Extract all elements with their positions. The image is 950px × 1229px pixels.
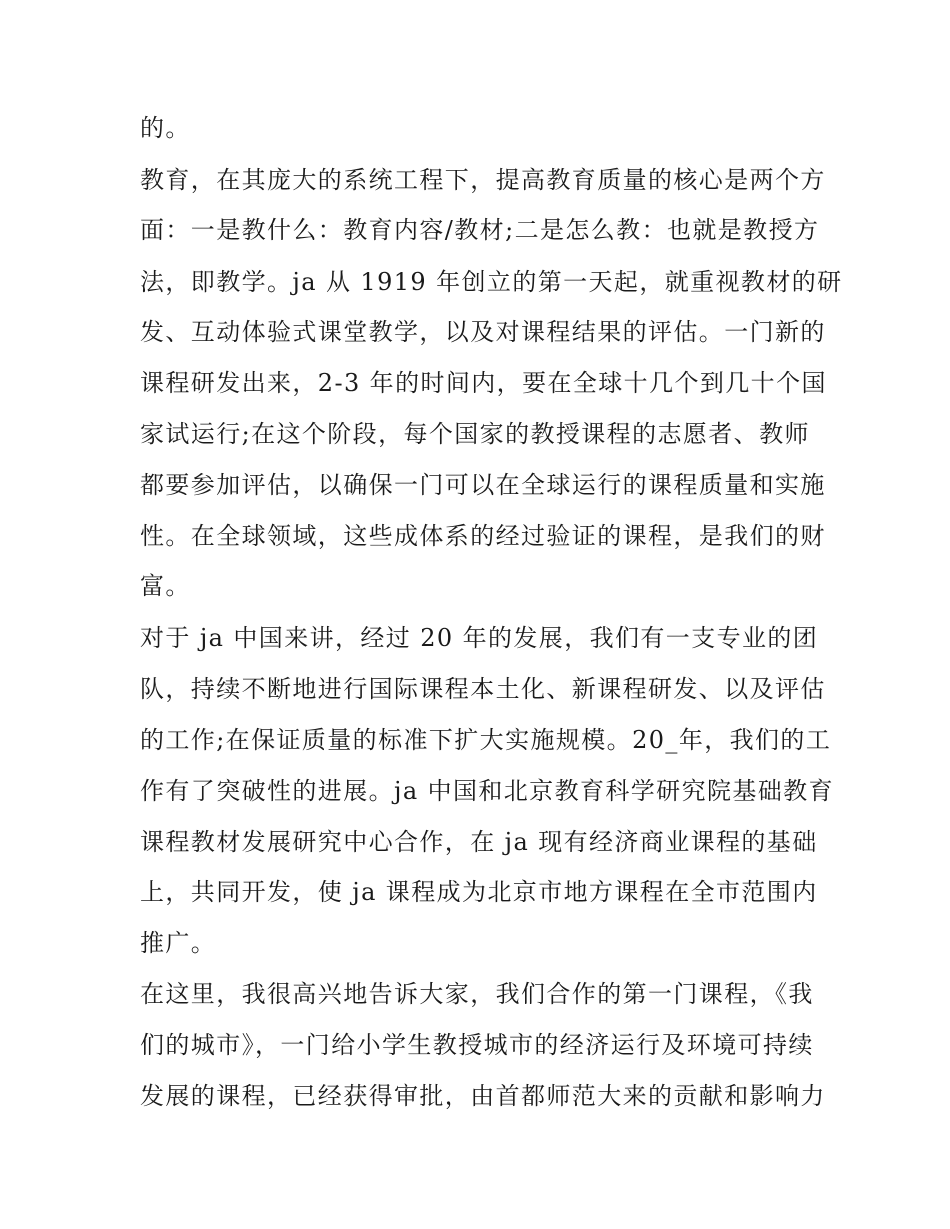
text-line: 面：一是教什么：教育内容/教材;二是怎么教：也就是教授方 <box>140 216 820 244</box>
text-line: 上，共同开发，使 ja 课程成为北京市地方课程在全市范围内 <box>140 878 818 906</box>
text-line: 都要参加评估，以确保一门可以在全球运行的课程质量和实施 <box>140 471 826 499</box>
text-line: 推广。 <box>140 929 217 957</box>
text-line: 教育，在其庞大的系统工程下，提高教育质量的核心是两个方 <box>140 166 826 194</box>
text-line: 作有了突破性的进展。ja 中国和北京教育科学研究院基础教育 <box>140 777 834 805</box>
text-line: 的工作;在保证质量的标准下扩大实施规模。20_年，我们的工 <box>140 726 832 754</box>
text-line: 对于 ja 中国来讲，经过 20 年的发展，我们有一支专业的团 <box>140 624 819 652</box>
text-line: 们的城市》，一门给小学生教授城市的经济运行及环境可持续 <box>140 1031 814 1059</box>
text-line: 法，即教学。ja 从 1919 年创立的第一天起，就重视教材的研 <box>140 268 843 296</box>
text-line: 性。在全球领域，这些成体系的经过验证的课程，是我们的财 <box>140 522 826 550</box>
text-line: 课程研发出来，2-3 年的时间内，要在全球十几个到几十个国 <box>140 369 827 397</box>
text-line: 课程教材发展研究中心合作，在 ja 现有经济商业课程的基础 <box>140 828 818 856</box>
text-line: 队，持续不断地进行国际课程本土化、新课程研发、以及评估 <box>140 675 826 703</box>
text-line: 家试运行;在这个阶段，每个国家的教授课程的志愿者、教师 <box>140 420 810 448</box>
text-line: 富。 <box>140 572 191 600</box>
text-line: 的。 <box>140 114 191 142</box>
text-line: 在这里，我很高兴地告诉大家，我们合作的第一门课程，《我 <box>140 980 814 1008</box>
text-line: 发、互动体验式课堂教学，以及对课程结果的评估。一门新的 <box>140 318 826 346</box>
text-line: 发展的课程，已经获得审批，由首都师范大来的贡献和影响力 <box>140 1082 826 1110</box>
